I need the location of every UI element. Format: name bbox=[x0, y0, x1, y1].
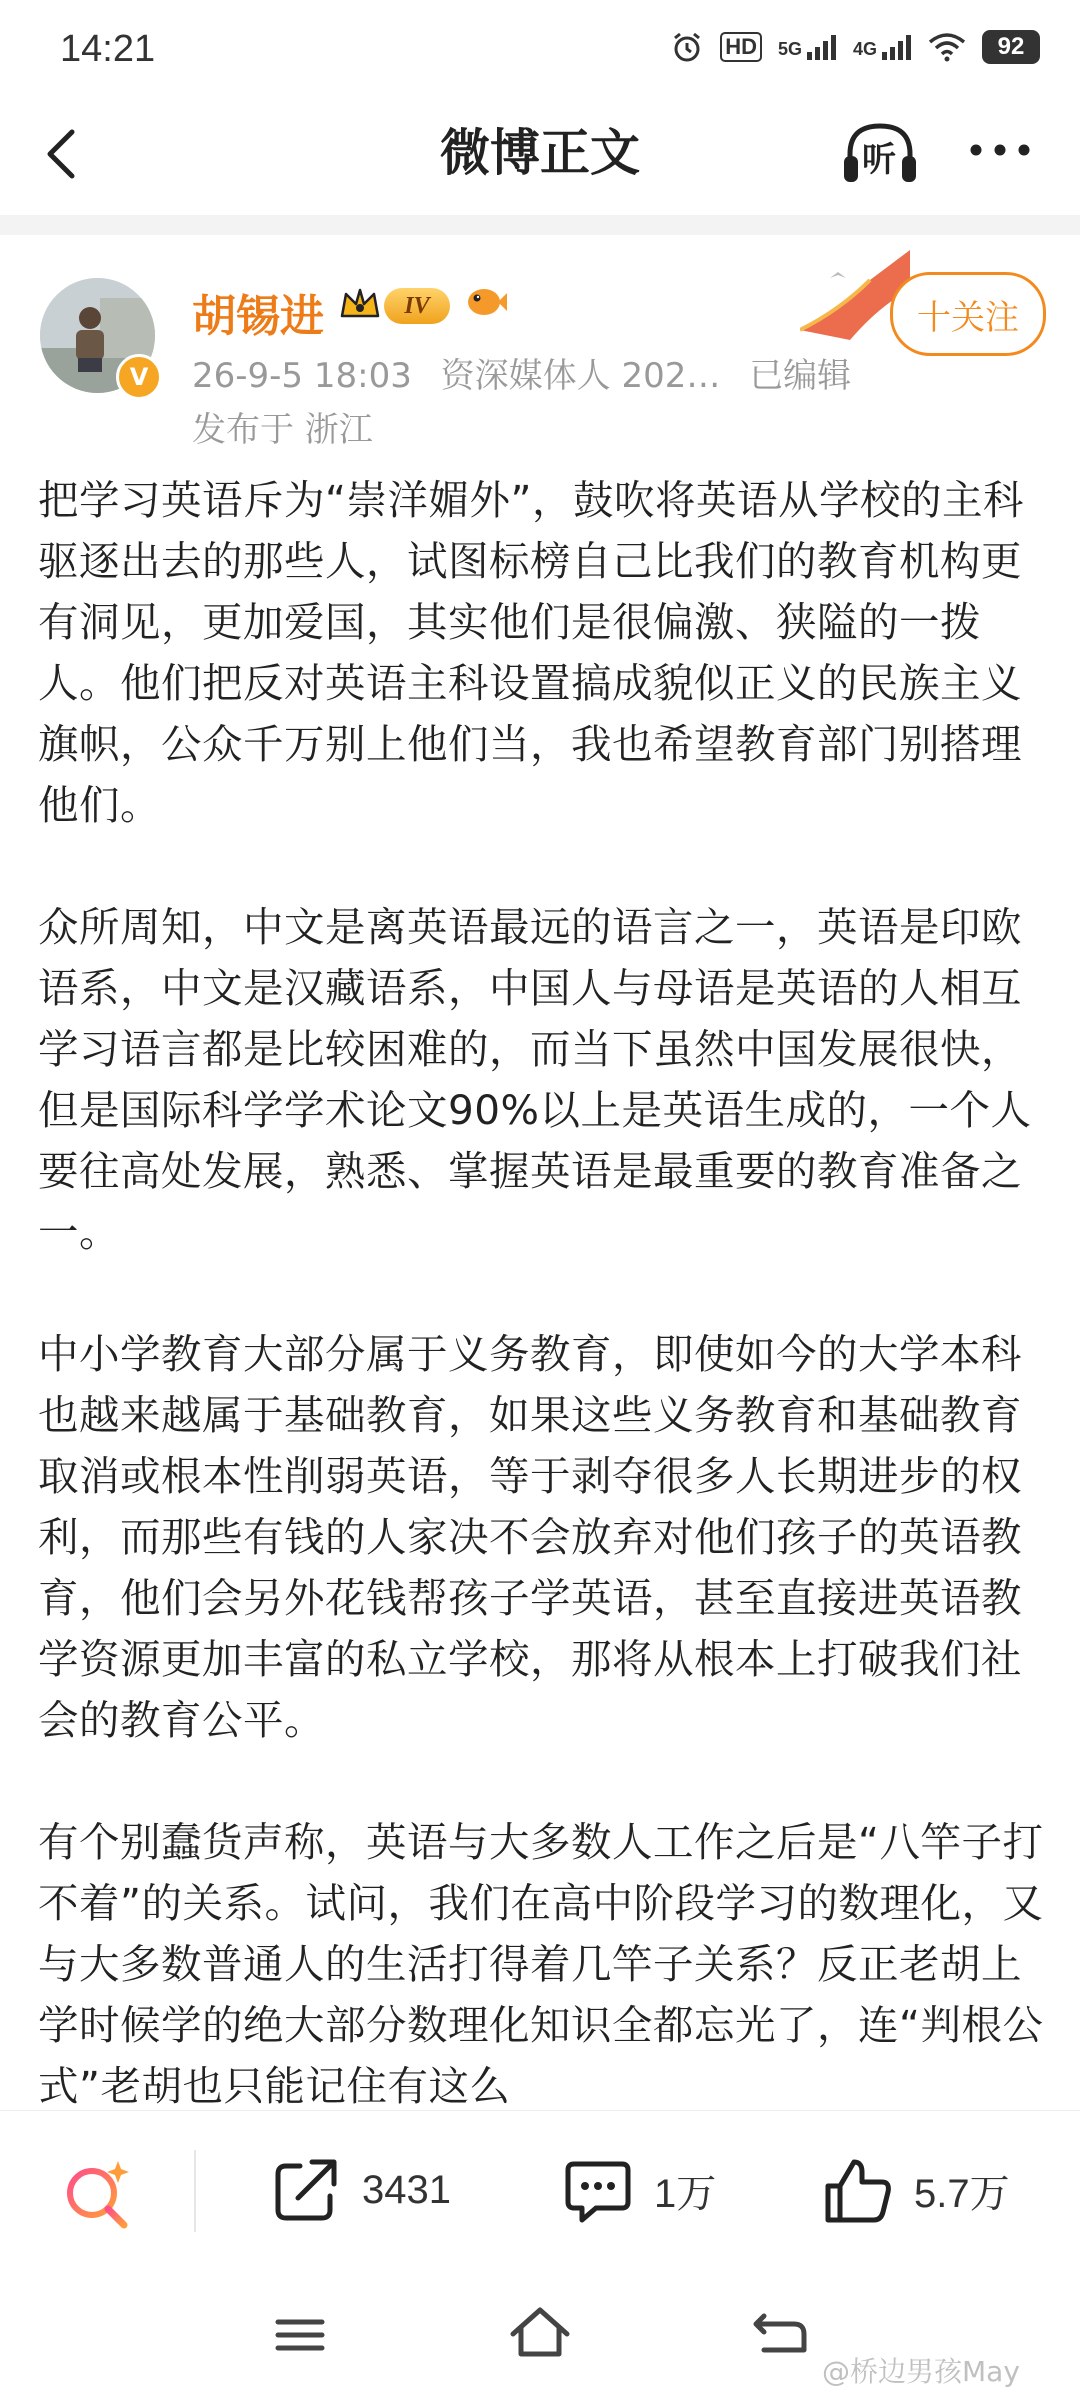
post-paragraph: 中小学教育大部分属于义务教育，即使如今的大学本科也越来越属于基础教育，如果这些义务教育和基础教育取消或根本性削弱英语，等于剥夺很多人长期进步的权利，而那些有钱的人家决不会放弃对他们孩子的英语教育，他们会另外花钱帮孩子学英语，甚至直接进英语教学资源更加丰富的私立学校，那将从根本上打破我们社会的教育公平。 bbox=[38, 1330, 1022, 1744]
fish-badge-icon bbox=[462, 282, 508, 322]
menu-icon[interactable] bbox=[270, 2310, 330, 2360]
page-title: 微博正文 bbox=[440, 124, 640, 182]
follow-button[interactable]: 十关注 bbox=[890, 272, 1046, 356]
ai-search-icon[interactable] bbox=[58, 2155, 138, 2235]
post-location: 发布于 浙江 bbox=[192, 410, 373, 450]
home-icon[interactable] bbox=[505, 2302, 575, 2362]
vip-level-badge: IV bbox=[384, 288, 450, 324]
more-icon[interactable] bbox=[960, 120, 1040, 190]
alarm-icon bbox=[670, 30, 704, 64]
signal-4g-icon bbox=[853, 34, 912, 60]
status-bar bbox=[0, 0, 1080, 100]
signal-4g-label: 4G bbox=[852, 39, 877, 59]
signal-5g-icon bbox=[778, 34, 837, 60]
author-name[interactable]: 胡锡进 bbox=[192, 291, 324, 342]
crown-icon bbox=[338, 284, 382, 324]
comment-count: 1万 bbox=[654, 2171, 717, 2216]
verified-badge: V bbox=[116, 354, 162, 400]
comment-button[interactable] bbox=[560, 2150, 716, 2230]
action-separator bbox=[194, 2150, 196, 2232]
like-button[interactable] bbox=[820, 2150, 1010, 2230]
repost-button[interactable] bbox=[268, 2150, 451, 2230]
repost-icon bbox=[268, 2152, 344, 2228]
repost-count: 3431 bbox=[362, 2167, 451, 2212]
status-time: 14:21 bbox=[60, 28, 156, 70]
post-meta bbox=[192, 348, 869, 397]
post-paragraph: 众所周知，中文是离英语最远的语言之一，英语是印欧语系，中文是汉藏语系，中国人与母语是英语的人相互学习语言都是比较困难的，而当下虽然中国发展很快，但是国际科学学术论文90%以上是英语生成的，一个人要往高处发展，熟悉、掌握英语是最重要的教育准备之一。 bbox=[38, 903, 1032, 1256]
post-paragraph: 把学习英语斥为“崇洋媚外”，鼓吹将英语从学校的主科驱逐出去的那些人，试图标榜自己比我们的教育机构更有洞见，更加爱国，其实他们是很偏激、狭隘的一拨人。他们把反对英语主科设置搞成貌似正义的民族主义旗帜，公众千万别上他们当，我也希望教育部门别搭理他们。 bbox=[38, 476, 1024, 829]
author-title: 资深媒体人 202… bbox=[440, 356, 721, 396]
post-content bbox=[38, 470, 1048, 2178]
hd-icon: HD bbox=[720, 32, 762, 62]
like-count: 5.7万 bbox=[914, 2171, 1010, 2216]
watermark: @桥边男孩May bbox=[822, 2355, 1020, 2388]
wifi-icon bbox=[928, 32, 966, 62]
edited-label: 已编辑 bbox=[749, 356, 852, 396]
section-divider bbox=[0, 215, 1080, 235]
post-paragraph: 有个别蠢货声称，英语与大多数人工作之后是“八竿子打不着”的关系。试问，我们在高中阶段学习的数理化，又与大多数普通人的生活打得着几竿子关系？反正老胡上学时候学的绝大部分数理化知识全都忘光了，连“判根公式”老胡也只能记住有这么 bbox=[38, 1818, 1044, 2110]
listen-button[interactable] bbox=[840, 118, 920, 190]
thumbs-up-icon bbox=[820, 2152, 896, 2228]
post-date: 26-9-5 18:03 bbox=[192, 356, 412, 396]
listen-label: 听 bbox=[862, 140, 896, 180]
signal-5g-label: 5G bbox=[777, 39, 802, 59]
battery-icon: 92 bbox=[982, 30, 1040, 64]
status-icons bbox=[670, 30, 1040, 64]
back-gesture-icon[interactable] bbox=[750, 2306, 810, 2360]
comment-icon bbox=[560, 2152, 636, 2228]
